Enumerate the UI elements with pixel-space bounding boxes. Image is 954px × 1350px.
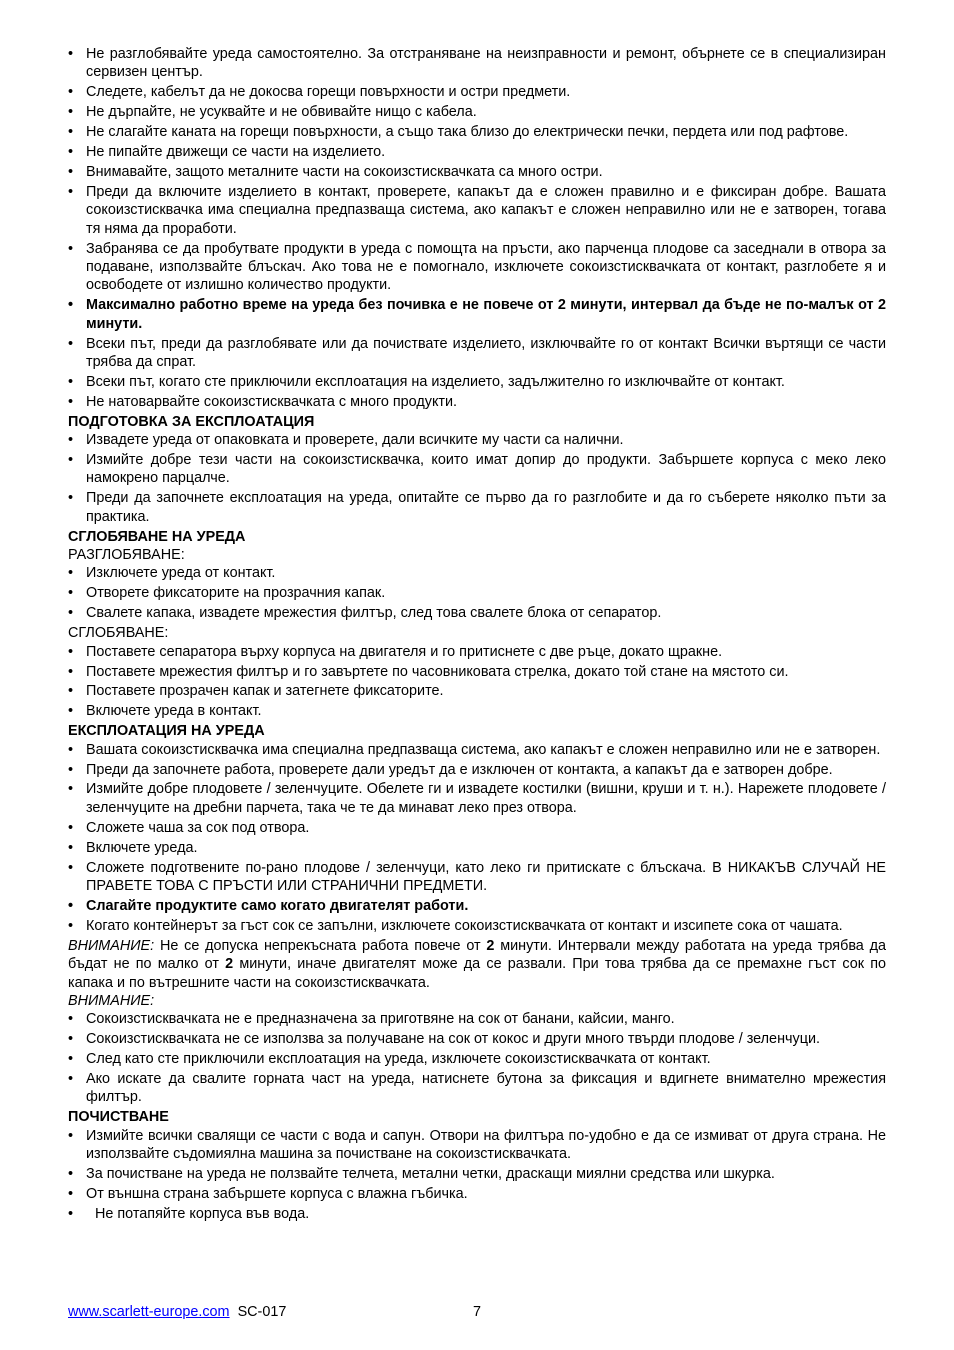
warning-note: [68, 937, 886, 992]
list-item: • Всеки път, преди да разглобявате или да почиствате изделието, изключвайте го от контакт Всички въртящи се части трябва да спрат.: [68, 335, 886, 372]
list-item: • Измийте добре тези части на сокоизстисквачка, които имат допир до продукти. Забършете корпуса с меко леко намокрено парцалче.: [68, 451, 886, 488]
warning-list: [68, 1010, 886, 1107]
list-item: • Не слагайте каната на горещи повърхности, а също така близо до електрически печки, пердета или под рафтове.: [68, 123, 886, 141]
list-item: • Поставете мрежестия филтър и го завъртете по часовниковата стрелка, докато той стане на мястото си.: [68, 663, 886, 681]
list-item: • Преди да започнете експлоатация на уреда, опитайте се първо да го разглобите и да го съберете няколко пъти за практика.: [68, 489, 886, 526]
disassembly-label: РАЗГЛОБЯВАНЕ:: [68, 547, 185, 564]
cleaning-heading: ПОЧИСТВАНЕ: [68, 1109, 169, 1126]
list-item: • Забранява се да пробутвате продукти в уреда с помощта на пръсти, ако парченца плодове са заседнали в отвора за подаване, използвайте блъскач. Ако това не е помогнало, изключете сокоизстисквачката от контакт, разглобете я и освободете от излишно количество продукти.: [68, 240, 886, 295]
list-item: • Сложете подготвените по-рано плодове / зеленчуци, като леко ги притискате с блъскача. В НИКАКЪВ СЛУЧАЙ НЕ ПРАВЕТЕ ТОВА С ПРЪСТИ ИЛИ СТРАНИЧНИ ПРЕДМЕТИ.: [68, 859, 886, 896]
warning-label-2: ВНИМАНИЕ:: [68, 992, 155, 1009]
document-page: [68, 45, 886, 1225]
list-item: • Не потапяйте корпуса във вода.: [68, 1205, 886, 1223]
list-item: • Максимално работно време на уреда без почивка е не повече от 2 минути, интервал да бъде не по-малък от 2 минути.: [68, 296, 886, 333]
list-item: • Преди да започнете работа, проверете дали уредът да е изключен от контакта, а капакът да е затворен добре.: [68, 761, 886, 779]
page-footer: [68, 1303, 886, 1321]
list-item: • Сокоизстисквачката не е предназначена за приготвяне на сок от банани, кайсии, манго.: [68, 1010, 886, 1028]
warning-text-1: Не се допуска непрекъсната работа повече от: [154, 937, 487, 954]
warning-text-3: минути, иначе двигателят може да се развали. При това трябва да се премахне гъст сок по капака и по вътрешните части на сокоизстисквачката.: [68, 956, 886, 991]
list-item: • Измийте добре плодовете / зеленчуците. Обелете ги и извадете костилки (вишни, круши и т. н.). Нарежете плодовете / зеленчуците на дребни парчета, така че те да минават леко през отвора.: [68, 780, 886, 817]
list-item: • Преди да включите изделието в контакт, проверете, капакът да е сложен правилно и е фиксиран добре. Вашата сокоизстисквачка има специална предпазваща система, ако капакът е сложен неправилно или не е затворен, тогава тя няма да проработи.: [68, 183, 886, 238]
list-item: • Свалете капака, извадете мрежестия филтър, след това свалете блока от сепаратор.: [68, 604, 886, 622]
assembly-label: СГЛОБЯВАНЕ:: [68, 625, 169, 642]
list-item: • Ако искате да свалите горната част на уреда, натиснете бутона за фиксация и вдигнете внимателно мрежестия филтър.: [68, 1070, 886, 1107]
list-item: • Не дърпайте, не усуквайте и не обвивайте нищо с кабела.: [68, 103, 886, 121]
disassembly-list: [68, 564, 886, 622]
assembly-heading: СГЛОБЯВАНЕ НА УРЕДА: [68, 528, 246, 545]
list-item: • Поставете сепаратора върху корпуса на двигателя и го притиснете с две ръце, докато щракне.: [68, 643, 886, 661]
list-item: • Не натоварвайте сокоизстисквачката с много продукти.: [68, 393, 886, 411]
operation-heading: ЕКСПЛОАТАЦИЯ НА УРЕДА: [68, 723, 265, 740]
list-item: • Отворете фиксаторите на прозрачния капак.: [68, 584, 886, 602]
list-item: • Поставете прозрачен капак и затегнете фиксаторите.: [68, 682, 886, 700]
assembly-list: [68, 643, 886, 721]
warning-label: ВНИМАНИЕ:: [68, 937, 155, 954]
warning-number-1: 2: [486, 937, 495, 954]
list-item: • Изключете уреда от контакт.: [68, 564, 886, 582]
list-item: • Когато контейнерът за гъст сок се запълни, изключете сокоизстисквачката от контакт и изсипете сока от чашата.: [68, 917, 886, 935]
list-item: • За почистване на уреда не ползвайте телчета, метални четки, драскащи миялни средства или шкурка.: [68, 1165, 886, 1183]
list-item: • Сокоизстисквачката не се използва за получаване на сок от кокос и други много твърди плодове / зеленчуци.: [68, 1030, 886, 1048]
website-link[interactable]: www.scarlett-europe.com: [68, 1304, 230, 1320]
prep-list: [68, 431, 886, 526]
list-item: • Измийте всички свалящи се части с вода и сапун. Отвори на филтъра по-удобно е да се измиват от друга страна. Не използвайте съдомиялна машина за почистване на сокоизстисквачката.: [68, 1127, 886, 1164]
page-number: 7: [473, 1304, 482, 1320]
list-item: • След като сте приключили експлоатация на уреда, изключете сокоизстисквачката от контакт.: [68, 1050, 886, 1068]
list-item: • Следете, кабелът да не докосва горещи повърхности и остри предмети.: [68, 83, 886, 101]
list-item: • Внимавайте, защото металните части на сокоизстисквачката са много остри.: [68, 163, 886, 181]
prep-heading: ПОДГОТОВКА ЗА ЕКСПЛОАТАЦИЯ: [68, 413, 315, 430]
list-item: • Включете уреда в контакт.: [68, 702, 886, 720]
list-item: • Слагайте продуктите само когато двигателят работи.: [68, 897, 886, 915]
list-item: • От външна страна забършете корпуса с влажна гъбичка.: [68, 1185, 886, 1203]
list-item: • Всеки път, когато сте приключили експлоатация на изделието, задължително го изключвайте от контакт.: [68, 373, 886, 391]
list-item: • Сложете чаша за сок под отвора.: [68, 819, 886, 837]
list-item: • Извадете уреда от опаковката и проверете, дали всичките му части са налични.: [68, 431, 886, 449]
warning-number-2: 2: [225, 956, 234, 973]
list-item: • Вашата сокоизстисквачка има специална предпазваща система, ако капакът е сложен неправилно или не е затворен.: [68, 741, 886, 759]
safety-list: [68, 45, 886, 411]
model-number: SC-017: [237, 1304, 287, 1320]
operation-list: [68, 741, 886, 936]
cleaning-list: [68, 1127, 886, 1224]
list-item: • Не пипайте движещи се части на изделието.: [68, 143, 886, 161]
list-item: • Не разглобявайте уреда самостоятелно. За отстраняване на неизправности и ремонт, обърнете се в специализиран сервизен център.: [68, 45, 886, 82]
list-item: • Включете уреда.: [68, 839, 886, 857]
warning-text-2: минути. Интервали между работата на уреда трябва да бъдат не по малко от: [68, 937, 886, 973]
